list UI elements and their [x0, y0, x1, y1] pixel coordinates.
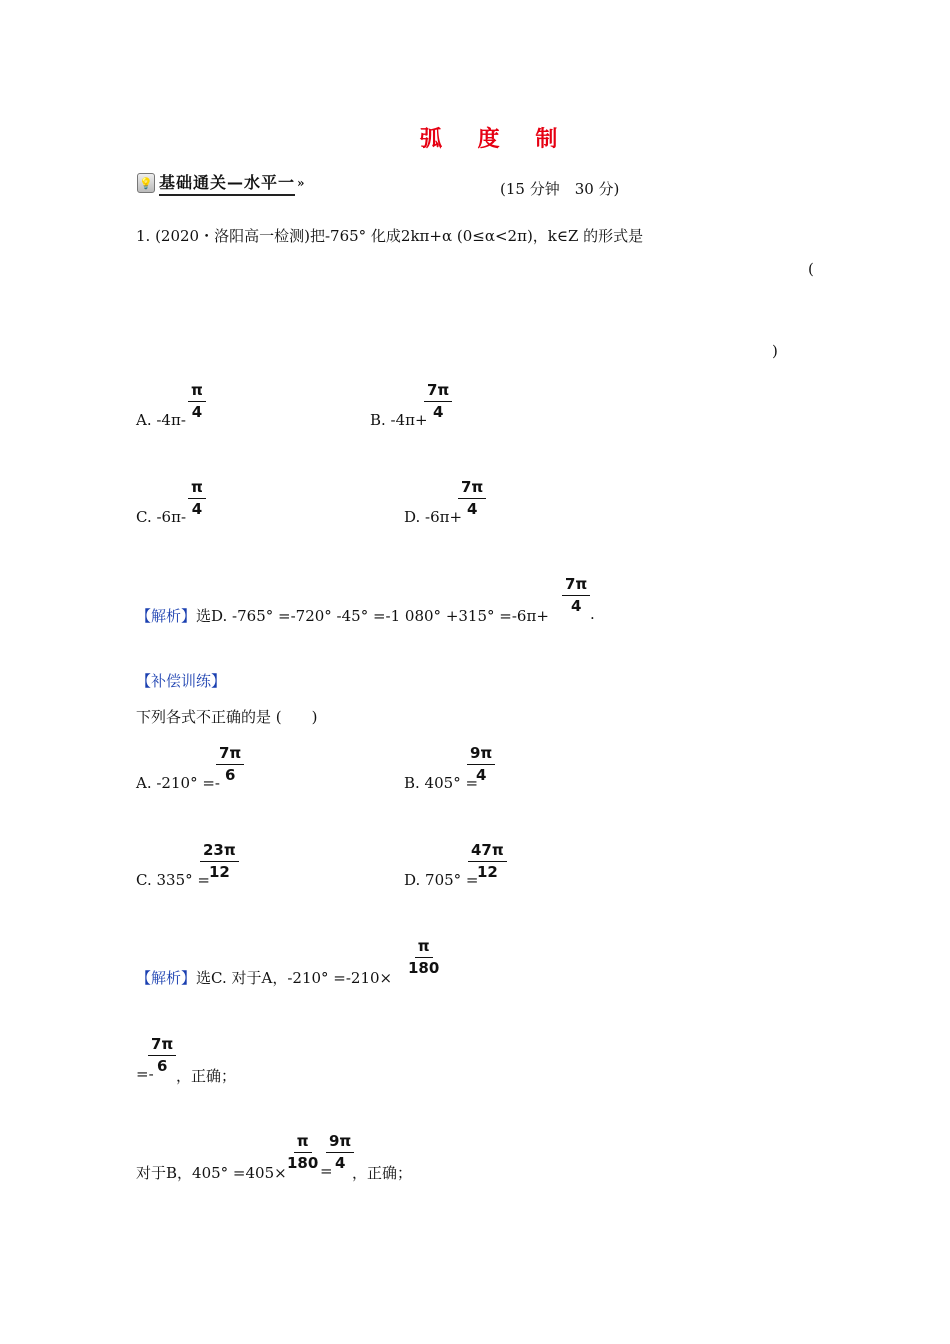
analysis-end: .: [590, 605, 595, 623]
fraction-denominator: 12: [476, 863, 498, 881]
analysis-line-3-fraction-2: [326, 1131, 354, 1171]
time-score: (15 分钟 30 分): [500, 180, 620, 198]
analysis-label: 【解析】: [136, 969, 197, 987]
analysis-line-3-equals: =: [320, 1162, 333, 1180]
analysis-line-3-fraction-1: [287, 1131, 318, 1171]
supplement-analysis: [136, 967, 392, 988]
supp-option-c: C. 335° =: [136, 871, 210, 889]
supp-option-a: A. -210° =-: [136, 774, 220, 792]
fraction-denominator: 180: [408, 959, 440, 977]
analysis-line-2-prefix: =-: [136, 1065, 154, 1083]
supp-option-b: B. 405° =: [404, 774, 479, 792]
fraction-numerator: π: [188, 477, 206, 499]
fraction-denominator: 12: [208, 863, 230, 881]
supp-option-c-fraction: [200, 840, 239, 880]
supplement-label: 【补偿训练】: [136, 672, 227, 690]
fraction-numerator: 7π: [148, 1034, 176, 1056]
fraction-numerator: π: [188, 380, 206, 402]
fraction-denominator: 4: [570, 597, 582, 615]
fraction-denominator: 4: [334, 1154, 346, 1172]
supp-option-d: D. 705° =: [404, 871, 479, 889]
analysis-fraction: [562, 574, 590, 614]
option-d: D. -6π+: [404, 508, 463, 526]
fraction-numerator: 7π: [216, 743, 244, 765]
analysis-fraction: [408, 936, 439, 976]
answer-paren-close: ): [772, 342, 778, 360]
analysis-text: 选C. 对于A，-210° =-210×: [196, 969, 393, 987]
question-1-analysis: [136, 605, 549, 626]
fraction-denominator: 4: [475, 766, 487, 784]
fraction-denominator: 4: [191, 403, 203, 421]
lightbulb-icon: 💡: [137, 173, 155, 193]
fraction-denominator: 4: [191, 500, 203, 518]
analysis-label: 【解析】: [136, 607, 197, 625]
fraction-denominator: 6: [224, 766, 236, 784]
analysis-text: 选D. -765° =-720° -45° =-1 080° +315° =-6π+: [196, 607, 549, 625]
chevron-right-icon: »: [297, 176, 305, 190]
fraction-numerator: 7π: [458, 477, 486, 499]
supplement-stem: 下列各式不正确的是 ( ): [136, 708, 318, 726]
option-c: C. -6π-: [136, 508, 187, 526]
analysis-line-3-suffix: ，正确；: [352, 1164, 413, 1182]
fraction-denominator: 4: [466, 500, 478, 518]
fraction-numerator: 7π: [562, 574, 590, 596]
section-header: [137, 170, 305, 196]
fraction-denominator: 180: [287, 1154, 319, 1172]
option-a-fraction: [188, 380, 206, 420]
section-title: 基础通关—水平一: [159, 170, 295, 196]
fraction-numerator: 9π: [467, 743, 495, 765]
fraction-numerator: 23π: [200, 840, 239, 862]
option-b-fraction: [424, 380, 452, 420]
page-title: 弧 度 制: [420, 127, 572, 152]
option-a: A. -4π-: [136, 411, 186, 429]
supp-option-b-fraction: [467, 743, 495, 783]
fraction-denominator: 4: [432, 403, 444, 421]
fraction-numerator: 9π: [326, 1131, 354, 1153]
analysis-line-2-fraction: [148, 1034, 176, 1074]
answer-paren-open: (: [808, 260, 814, 278]
option-d-fraction: [458, 477, 486, 517]
analysis-line-2-suffix: ，正确；: [176, 1067, 237, 1085]
fraction-numerator: 47π: [468, 840, 507, 862]
option-c-fraction: [188, 477, 206, 517]
option-b: B. -4π+: [370, 411, 428, 429]
analysis-line-3-prefix: 对于B，405° =405×: [136, 1164, 287, 1182]
fraction-numerator: 7π: [424, 380, 452, 402]
fraction-numerator: π: [294, 1131, 312, 1153]
question-1-stem: 1. (2020・洛阳高一检测)把-765° 化成2kπ+α (0≤α<2π)，k∈Z 的形式是: [136, 227, 644, 245]
supp-option-d-fraction: [468, 840, 507, 880]
supp-option-a-fraction: [216, 743, 244, 783]
fraction-denominator: 6: [156, 1057, 168, 1075]
fraction-numerator: π: [415, 936, 433, 958]
